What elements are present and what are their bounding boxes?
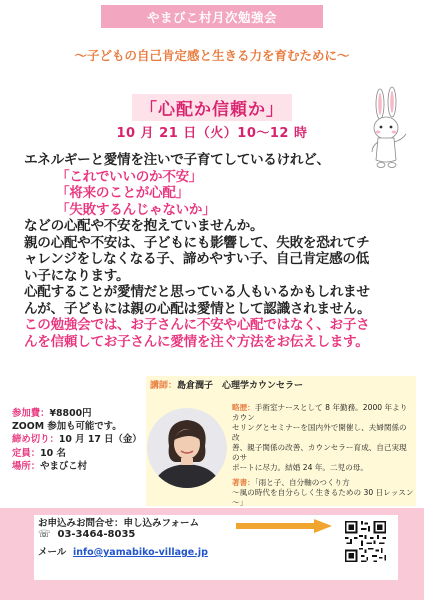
email-row — [38, 544, 208, 558]
instructor-label: 講師： — [150, 381, 178, 391]
capacity-label: 定員： — [12, 447, 41, 459]
career-line: 手術室ナースとして 8 年勤務。2000 年よりカウン — [232, 403, 408, 422]
event-date: 10 月 21 日（火）10～12 時 — [116, 126, 308, 141]
books-label: 著書： — [232, 478, 255, 487]
worry-line: 「これでいいのか不安」 — [56, 168, 203, 185]
theme-heading: 「心配か信頼か」 — [132, 94, 292, 121]
phone-row — [38, 529, 135, 540]
emphasis-line: この勉強会では、お子さんに不安や心配ではなく、お子さ — [24, 317, 370, 333]
career-line: 善、親子関係の改善、カウンセラー育成、自己実現のサ — [232, 443, 407, 462]
career-line: ポートに尽力。結婚 24 年。二児の母。 — [232, 463, 368, 472]
body-line: い子になります。 — [24, 267, 130, 284]
theme-heading-wrap — [0, 94, 424, 121]
body-line: 心配することが愛情だと思っている人もいるかもしれませ — [24, 284, 370, 300]
event-info — [12, 407, 142, 473]
book-line: 「雨と子、自分軸のつくり方 — [254, 478, 350, 487]
venue-label: 場所： — [12, 460, 41, 472]
instructor-photo — [147, 408, 227, 488]
capacity-value: 10 名 — [40, 447, 66, 459]
body-line: エネルギーと愛情を注いで子育てしているけれど、 — [24, 152, 330, 168]
apply-form-link[interactable]: お申込みお問合せ：申し込みフォーム — [38, 518, 200, 529]
email-link[interactable]: info@yamabiko-village.jp — [72, 547, 208, 558]
qr-code-icon[interactable] — [343, 519, 388, 564]
subtitle: ～子どもの自己肯定感と生きる力を育むために～ — [74, 48, 350, 63]
body-line: などの心配や不安を抱えていませんか。 — [24, 218, 264, 234]
worry-line: 「将来のことが心配」 — [56, 185, 189, 201]
worry-line: 「失敗するんじゃないか」 — [56, 201, 216, 218]
instructor-heading — [150, 378, 303, 391]
venue-value: やまびこ村 — [40, 460, 88, 472]
event-name-banner: やまびこ村月次勉強会 — [101, 5, 323, 28]
deadline-value: 10 月 17 日（金） — [58, 434, 142, 446]
body-line-start: んが、 — [24, 300, 64, 317]
career-line: セリングとセミナーを国内外で開催し、夫婦関係の改 — [232, 423, 407, 442]
fee-value: ¥8800円 — [49, 408, 92, 419]
career-label: 略歴： — [232, 403, 255, 412]
phone-number[interactable]: 03-3464-8035 — [57, 529, 136, 540]
fee-label: 参加費： — [12, 408, 50, 419]
arrow-right-icon — [236, 519, 332, 533]
zoom-note: ZOOM 参加も可能です。 — [12, 421, 122, 433]
phone-icon: ☏ — [38, 529, 51, 540]
email-label: メール — [38, 547, 67, 558]
book-line: ～風の時代を自分らしく生きるための 30 日レッスン～」 — [232, 488, 414, 507]
instructor-name: 島倉潤子 心理学カウンセラー — [177, 381, 304, 391]
emphasis-line: んを信頼してお子さんに愛情を注ぐ方法をお伝えします。 — [24, 333, 369, 350]
body-line-end: 子どもには親の心配は愛情として認識されません。 — [63, 300, 371, 317]
body-line — [24, 301, 409, 318]
deadline-label: 締め切り： — [12, 434, 59, 446]
body-line: ャレンジをしなくなる子、諦めやすい子、自己肯定感の低 — [24, 251, 369, 267]
body-line: 親の心配や不安は、子どもにも影響して、失敗を恐れてチ — [24, 234, 370, 251]
body-text — [24, 152, 409, 350]
